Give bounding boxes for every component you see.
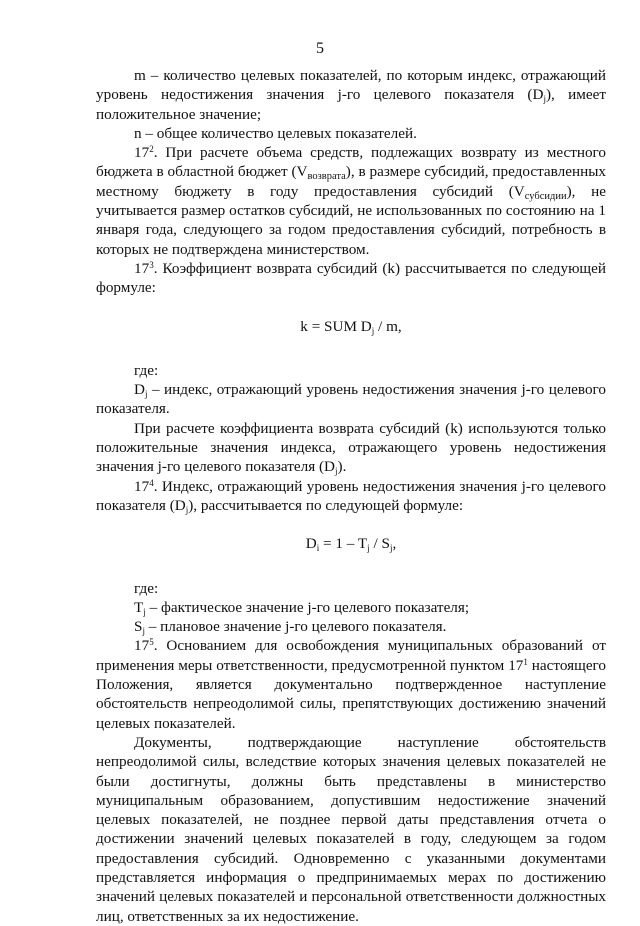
paragraph-17-2: $17^2$. При расчете объема средств, подлежащих возврату из местного бюджета в областной бюджет $(V_{возврата})$, в размере субсидий, предоставленных местному бюджету в году предоставления субсидий $(V_{субсидии})$, не учитывается размер остатков субсидий, не использованных по состоянию на 1 января года, следующего за годом предоставления субсидий, потребность в которых не подтверждена министерством.: [96, 144, 606, 258]
paragraph-17-5: $17^5$. Основанием для освобождения муниципальных образований от применения меры ответственности, предусмотренной пунктом $17^1$ настоящего Положения, является документально подтвержденное наступление обстоятельств непреодолимой силы, препятствующих достижению значений целевых показателей.: [96, 637, 607, 732]
paragraph-m-definition: m – количество целевых показателей, по которым индекс, отражающий уровень недостижения значения j-го целевого показателя $(D_j)$, имеет положительное значение;: [96, 67, 606, 123]
formula-d: $D_i = 1 - T_j / S_j$,: [305, 535, 397, 554]
where-label-2: где:: [134, 579, 159, 597]
paragraph-17-3: $17^3$. Коэффициент возврата субсидий (k) рассчитывается по следующей формуле:: [96, 259, 606, 297]
page-number: 5: [316, 40, 324, 57]
sj-definition: $S_j$ – плановое значение j-го целевого показателя.: [134, 618, 447, 637]
dj-definition: $D_j$ – индекс, отражающий уровень недостижения значения j-го целевого показателя.: [96, 381, 606, 418]
tj-definition: $T_j$ – фактическое значение j-го целевого показателя;: [134, 598, 470, 617]
where-label-1: где:: [134, 361, 159, 379]
paragraph-17-4: $17^4$. Индекс, отражающий уровень недостижения значения j-го целевого показателя $(D_j)$, рассчитывается по следующей формуле:: [96, 477, 606, 515]
paragraph-n-definition: n – общее количество целевых показателей.: [134, 124, 417, 142]
paragraph-positive-values: При расчете коэффициента возврата субсидий (k) используются только положительные значения индекса, отражающего уровень недостижения значения j-го целевого показателя $(D_j)$.: [96, 419, 606, 477]
paragraph-documents: Документы, подтверждающие наступление обстоятельств непреодолимой силы, вследствие которых значения целевых показателей не были достигнуты, должны быть представлены в министерство муниципальным образованием, допустившим недостижение значений целевых показателей, не позднее первой даты представления отчета о достижении значений целевых показателей в году, следующем за годом предоставления субсидий. Одновременно с указанными документами представляется информация о предпринимаемых мерах по достижению значений целевых показателей и персональной ответственности должностных лиц, ответственных за их недостижение.: [96, 733, 606, 925]
document-body: [96, 66, 606, 926]
formula-k: k = SUM $D_j$ / m,: [300, 317, 402, 336]
